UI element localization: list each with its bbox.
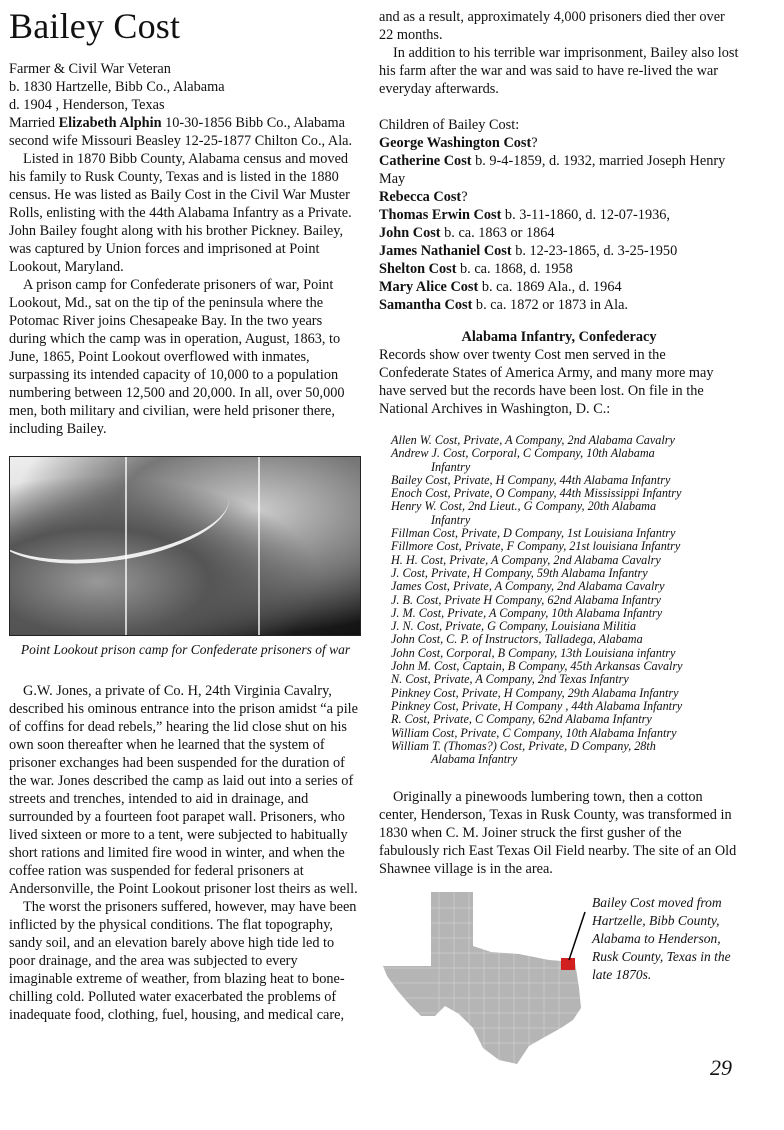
child-name: Thomas Erwin Cost (379, 207, 502, 223)
service-record: William T. (Thomas?) Cost, Private, D Company, 28th (391, 738, 656, 753)
callout-line (569, 912, 585, 960)
service-record: William Cost, Private, C Company, 10th Alabama Infantry (391, 725, 677, 740)
child-entry (379, 260, 739, 278)
service-record: H. H. Cost, Private, A Company, 2nd Alabama Cavalry (391, 552, 661, 567)
child-entry (379, 296, 739, 314)
paragraph-census: Listed in 1870 Bibb County, Alabama census and moved his family to Rusk County, Texas and is listed in the 1880 census. He was listed as Baily Cost in the Civil War Muster Rolls, enlisting with the 44th Alabama Infantry as a Private. John Bailey fought along with his brother Pickney. Bailey, was captured by Union forces and imprisoned at Point Lookout, Maryland. (9, 150, 352, 275)
child-name: Samantha Cost (379, 297, 473, 313)
page-number: 29 (710, 1055, 732, 1080)
map-caption: Bailey Cost moved from Hartzelle, Bibb County, Alabama to Henderson, Rusk County, Texas in the late 1870s. (592, 895, 731, 983)
child-entry (379, 224, 739, 242)
service-record: J. Cost, Private, H Company, 59th Alabama Infantry (391, 565, 648, 580)
child-name: John Cost (379, 225, 441, 241)
service-record: James Cost, Private, A Company, 2nd Alabama Cavalry (391, 579, 665, 594)
child-name: James Nathaniel Cost (379, 243, 512, 259)
service-record: Bailey Cost, Private, H Company, 44th Alabama Infantry (391, 472, 671, 487)
photo-shoreline (9, 456, 235, 577)
rusk-county-highlight (561, 958, 575, 970)
texas-map (379, 888, 589, 1068)
intro-line-2: b. 1830 Hartzelle, Bibb Co., Alabama (9, 78, 225, 95)
paragraph-point-lookout: A prison camp for Confederate prisoners of war, Point Lookout, Md., sat on the tip of the peninsula where the Potomac River joins Chesapeake Bay. In the two years during which the camp was in operation, August, 1863, to June, 1865, Point Lookout overflowed with inmates, surpassing its intended capacity of 10,000 to a population numbering between 12,500 and 20,000. In all, over 50,000 men, both military and civilian, were held prisoner there, including Bailey. (9, 276, 345, 437)
child-detail: b. ca. 1872 or 1873 in Ala. (472, 297, 628, 313)
service-record: J. B. Cost, Private H Company, 62nd Alabama Infantry (391, 592, 661, 607)
continued-text: and as a result, approximately 4,000 prisoners died ther over 22 months. (379, 9, 725, 43)
service-record: Infantry (431, 512, 471, 527)
child-detail: b. 9-4-1859, d. 1932, married Joseph Henry May (379, 153, 726, 187)
child-entry (379, 206, 739, 224)
map-area (379, 888, 739, 1088)
photo-divider (125, 457, 127, 635)
prison-camp-photo (9, 456, 361, 636)
intro-line-3: d. 1904 , Henderson, Texas (9, 96, 165, 113)
child-detail: b. ca. 1869 Ala., d. 1964 (478, 279, 622, 295)
child-detail: b. ca. 1868, d. 1958 (456, 261, 573, 277)
service-record: Henry W. Cost, 2nd Lieut., G Company, 20th Alabama (391, 499, 657, 514)
child-detail: ? (531, 135, 538, 151)
child-detail: b. 12-23-1865, d. 3-25-1950 (511, 243, 678, 259)
child-entry (379, 188, 739, 206)
marriage-details: 10-30-1856 Bibb Co., Alabama second wife Missouri Beasley 12-25-1877 Chilton Co., Ala. (9, 114, 353, 149)
service-record: J. N. Cost, Private, G Company, Louisiana Militia (391, 619, 637, 634)
marriage-line (9, 114, 362, 150)
right-column (379, 0, 739, 1088)
photo-divider (258, 457, 260, 635)
service-record: John Cost, Corporal, B Company, 13th Louisiana infantry (391, 645, 676, 660)
child-detail: b. 3-11-1860, d. 12-07-1936, (501, 207, 670, 223)
child-entry (379, 278, 739, 296)
child-entry (379, 152, 739, 188)
child-name: Rebecca Cost (379, 189, 462, 205)
texas-shape (383, 892, 581, 1064)
paragraph-conditions: The worst the prisoners suffered, however, may have been inflicted by the physical conditions. The flat topography, sandy soil, and an elevation barely above high tide led to poor drainage, and the area was subjected to every imaginable extreme of weather, from blazing heat to bone-chilling cold. Polluted water exacerbated the problems of inadequate food, clothing, fuel, housing, and medical care, (9, 898, 357, 1023)
service-record: N. Cost, Private, A Company, 2nd Texas Infantry (391, 672, 629, 687)
service-record: Infantry (431, 459, 471, 474)
service-record: Enoch Cost, Private, O Company, 44th Mississippi Infantry (391, 486, 682, 501)
service-record: Allen W. Cost, Private, A Company, 2nd Alabama Cavalry (391, 433, 675, 447)
infantry-heading: Alabama Infantry, Confederacy (461, 329, 657, 345)
spouse-name: Elizabeth Alphin (58, 114, 162, 131)
service-record: John M. Cost, Captain, B Company, 45th Arkansas Cavalry (391, 659, 683, 674)
intro-line-1: Farmer & Civil War Veteran (9, 60, 171, 77)
paragraph-jones: G.W. Jones, a private of Co. H, 24th Virginia Cavalry, described his ominous entrance into the prison amidst “a pile of coffins for dead rebels,” hearing the lid close shut on his own soon thereafter when he learned that the system of prisoner exchanges had been suspended for the duration of the war. Jones described the camp as laid out into a series of streets and trenches, intended to aid in drainage, and surrounded by a fourteen foot parapet wall. Prisoners, who lived sixteen or more to a tent, were subjected to habitually short rations and limited fire wood in winter, and when the coffee ration was suspended for federal prisoners at Andersonville, the Point Lookout prisoner lost theirs as well. (9, 682, 358, 897)
marriage-prefix: Married (9, 114, 59, 131)
service-record: Pinkney Cost, Private, H Company , 44th Alabama Infantry (391, 698, 683, 713)
child-name: Catherine Cost (379, 153, 472, 169)
service-record: Alabama Infantry (431, 752, 518, 767)
child-entry (379, 242, 739, 260)
child-name: Mary Alice Cost (379, 279, 479, 295)
photo-caption: Point Lookout prison camp for Confederate prisoners of war (20, 641, 351, 657)
service-record: Pinkney Cost, Private, H Company, 29th Alabama Infantry (391, 685, 679, 700)
service-record: Fillman Cost, Private, D Company, 1st Louisiana Infantry (391, 526, 676, 541)
children-list (379, 134, 739, 314)
child-entry (379, 134, 739, 152)
infantry-text: Records show over twenty Cost men served in the Confederate States of America Army, and many more may have served but the records have been lost. On file in the National Archives in Washington, D. C.: (379, 347, 714, 417)
children-heading: Children of Bailey Cost: (379, 117, 520, 133)
service-record: J. M. Cost, Private, A Company, 10th Alabama Infantry (391, 605, 663, 620)
child-name: Shelton Cost (379, 261, 457, 277)
child-detail: ? (461, 189, 468, 205)
service-record: John Cost, C. P. of Instructors, Talladega, Alabama (391, 632, 643, 647)
paragraph-henderson: Originally a pinewoods lumbering town, then a cotton center, Henderson, Texas in Rusk County, was transformed in 1830 when C. M. Joiner struck the first gusher of the fabulously rich East Texas Oil Field nearby. The site of an Old Shawnee village is in the area. (379, 789, 737, 878)
page-title: Bailey Cost (9, 6, 181, 46)
service-record: R. Cost, Private, C Company, 62nd Alabama Infantry (391, 712, 652, 727)
service-records (391, 434, 739, 766)
child-detail: b. ca. 1863 or 1864 (440, 225, 555, 241)
left-column (9, 0, 362, 1024)
service-record: Fillmore Cost, Private, F Company, 21st louisiana Infantry (391, 539, 681, 554)
service-record: Andrew J. Cost, Corporal, C Company, 10th Alabama (391, 446, 655, 461)
child-name: George Washington Cost (379, 135, 532, 151)
paragraph-farm: In addition to his terrible war imprisonment, Bailey also lost his farm after the war and was said to have re-lived the war everyday afterwards. (379, 45, 739, 97)
